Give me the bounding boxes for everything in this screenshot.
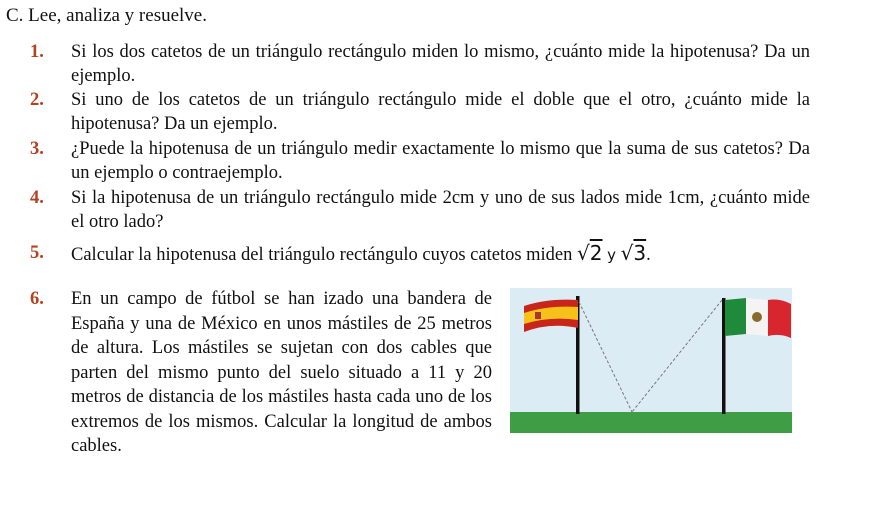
grass-field [510, 412, 792, 433]
question-6-number: 6. [30, 289, 44, 309]
question-1-number: 1. [30, 42, 44, 62]
question-2-number: 2. [30, 90, 44, 110]
radicand-3: 3 [633, 241, 647, 265]
sqrt-symbol: √ [620, 241, 634, 265]
radicand-2: 2 [589, 241, 603, 265]
question-6 [30, 287, 492, 459]
question-4-number: 4. [30, 188, 44, 208]
conjunction: y [607, 246, 617, 264]
question-4-text: Si la hipotenusa de un triángulo rectángulo mide 2cm y uno de sus lados mide 1cm, ¿cuánto mide el otro lado? [71, 188, 810, 232]
question-5-end: . [646, 245, 651, 265]
mexico-flagpole [722, 298, 726, 414]
section-heading: C. Lee, analiza y resuelve. [6, 5, 207, 26]
question-3-number: 3. [30, 139, 44, 159]
question-5 [30, 241, 810, 267]
mexico-flag [725, 298, 791, 338]
question-2-text: Si uno de los catetos de un triángulo rectángulo mide el doble que el otro, ¿cuánto mide la hipotenusa? Da un ejemplo. [71, 90, 810, 134]
question-2 [30, 88, 810, 136]
question-5-line [30, 241, 810, 267]
sqrt-symbol: √ [577, 241, 590, 265]
flagpoles-illustration [510, 288, 792, 433]
question-1 [30, 40, 810, 88]
question-3-text: ¿Puede la hipotenusa de un triángulo medir exactamente lo mismo que la suma de sus catetos? Da un ejemplo o contraejemplo. [71, 139, 810, 183]
question-3 [30, 137, 810, 185]
question-6-text: En un campo de fútbol se han izado una bandera de España y una de México en unos mástiles de 25 metros de altura. Los mástiles se sujetan con dos cables que parten del mismo punto del suelo situado a 11 y 20 metros de distancia de los mástiles hasta cada uno de los extremos de los mismos. Calcular la longitud de ambos cables. [71, 289, 492, 456]
question-1-text: Si los dos catetos de un triángulo rectángulo miden lo mismo, ¿cuánto mide la hipotenusa? Da un ejemplo. [71, 42, 810, 86]
question-5-number: 5. [30, 243, 44, 263]
question-5-text: Calcular la hipotenusa del triángulo rectángulo cuyos catetos miden [71, 245, 573, 265]
sqrt-3 [621, 241, 646, 265]
sqrt-2 [577, 241, 602, 265]
question-4 [30, 186, 810, 234]
